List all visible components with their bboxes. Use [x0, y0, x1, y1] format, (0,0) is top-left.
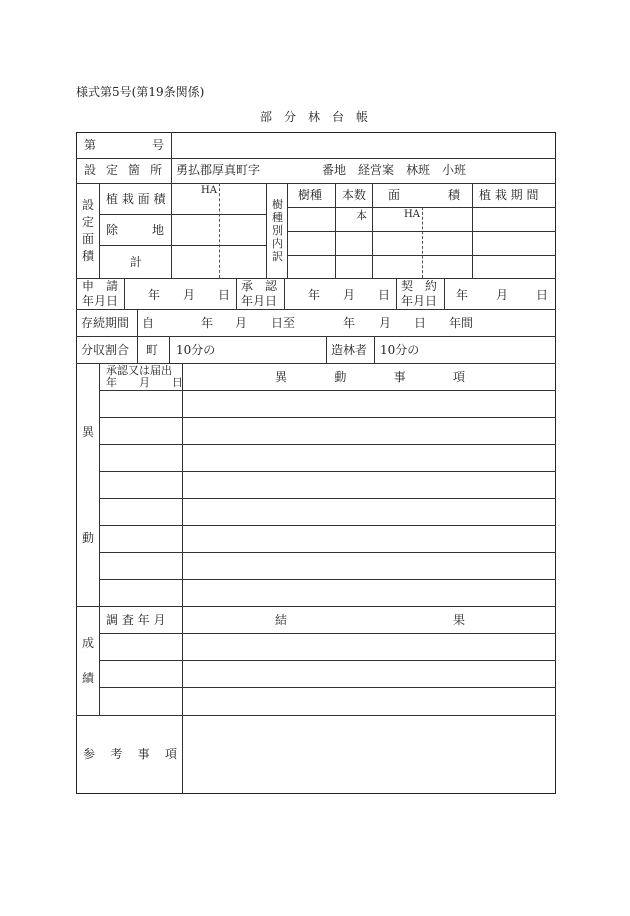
share-town-label: 町 [146, 343, 159, 357]
rule-line [99, 471, 556, 472]
number-label-right: 号 [152, 138, 165, 152]
share-planter-ratio: 10分の [380, 343, 420, 357]
rule-line [326, 336, 327, 363]
excluded-area-label: 除 地 [106, 223, 164, 237]
apply-date-units: 年 月 日 [148, 288, 230, 302]
form-reference: 様式第5号(第19条関係) [76, 85, 205, 99]
planted-area-label: 植 栽 面 積 [106, 192, 166, 206]
changes-date-header-top: 承認又は届出 [106, 364, 172, 377]
survey-date-header: 調 査 年 月 [106, 613, 166, 627]
rule-line [99, 183, 100, 278]
duration-month-1: 月 [235, 316, 248, 330]
duration-label: 存続期間 [81, 316, 130, 330]
number-field[interactable] [172, 133, 555, 157]
number-label-left: 第 [84, 138, 97, 152]
rule-line [76, 278, 556, 279]
location-prefix: 勇払郡厚真町字 [176, 163, 261, 177]
rule-line [182, 363, 183, 715]
share-label: 分収割合 [81, 343, 130, 357]
contract-label-bottom: 年月日 [401, 294, 438, 308]
species-header: 樹種 [298, 188, 323, 202]
rule-line [444, 278, 445, 309]
duration-years: 年間 [449, 316, 474, 330]
ha-unit: HA [201, 185, 217, 196]
rule-line [76, 158, 556, 159]
page-title: 部 分 林 台 帳 [260, 110, 368, 124]
results-side-label-2: 績 [82, 671, 95, 685]
rule-line [99, 363, 100, 715]
rule-line [99, 660, 556, 661]
ha-unit: HA [404, 209, 420, 220]
rule-line [99, 633, 556, 634]
area-label-1: 設 [82, 198, 95, 212]
duration-from: 自 [142, 316, 155, 330]
total-area-field[interactable] [172, 246, 266, 277]
rule-line [99, 552, 556, 553]
rule-line [374, 336, 375, 363]
share-town-ratio: 10分の [176, 343, 216, 357]
rule-line [76, 336, 556, 337]
location-field[interactable] [262, 160, 318, 181]
rule-line [236, 278, 237, 309]
species-label-1: 樹 [272, 198, 283, 211]
species-label-3: 別 [272, 224, 283, 237]
changes-date-header-bottom: 年 月 日 [106, 376, 183, 389]
rule-line [284, 278, 285, 309]
rule-line [76, 606, 556, 607]
hon-unit: 本 [356, 209, 367, 222]
apply-label-bottom: 年月日 [82, 294, 119, 308]
rule-line [99, 525, 556, 526]
species-label-2: 種 [272, 211, 283, 224]
rule-line [99, 444, 556, 445]
rule-line [137, 309, 138, 336]
apply-label-top: 申 請 [82, 279, 119, 293]
planted-area-field[interactable] [172, 184, 266, 213]
rule-line [99, 498, 556, 499]
rule-line [396, 278, 397, 309]
rule-line [99, 417, 556, 418]
area-label-4: 積 [82, 249, 95, 263]
rule-line [287, 255, 556, 256]
rule-line [169, 336, 170, 363]
results-side-label-1: 成 [82, 636, 95, 650]
decimal-divider [422, 207, 423, 278]
notes-field[interactable] [183, 716, 555, 793]
area-label-3: 面 [82, 232, 95, 246]
contract-label-top: 契 約 [401, 279, 438, 293]
rule-line [287, 231, 556, 232]
duration-day-2: 日 [414, 316, 427, 330]
rule-line [76, 309, 556, 310]
duration-year-1: 年 [201, 316, 214, 330]
duration-month-2: 月 [379, 316, 392, 330]
rule-line [124, 278, 125, 309]
planting-period-header: 植 栽 期 間 [479, 188, 539, 202]
share-planter-label: 造林者 [331, 343, 368, 357]
notes-label: 参 考 事 項 [83, 747, 177, 761]
rule-line [266, 183, 267, 278]
approve-date-units: 年 月 日 [308, 288, 390, 302]
approve-label-top: 承 認 [241, 279, 278, 293]
total-area-label: 計 [130, 255, 143, 269]
rule-line [99, 579, 556, 580]
area-label-2: 定 [82, 215, 95, 229]
rule-line [76, 183, 556, 184]
rule-line [99, 687, 556, 688]
species-label-4: 内 [272, 237, 283, 250]
location-suffix: 番地 経営案 林班 小班 [322, 163, 467, 177]
area-header: 面 積 [388, 188, 460, 202]
rule-line [99, 390, 556, 391]
location-label: 設 定 箇 所 [84, 163, 162, 177]
contract-date-units: 年 月 日 [456, 288, 548, 302]
species-label-5: 訳 [272, 250, 283, 263]
excluded-area-field[interactable] [172, 215, 266, 244]
changes-content-header: 異 動 事 項 [275, 370, 465, 384]
rule-line [137, 336, 138, 363]
approve-label-bottom: 年月日 [241, 294, 278, 308]
result-header: 結 果 [275, 613, 465, 627]
changes-side-label-2: 動 [82, 531, 95, 545]
duration-year-2: 年 [343, 316, 356, 330]
count-header: 本数 [342, 188, 367, 202]
duration-day-to: 日至 [271, 316, 296, 330]
changes-side-label-1: 異 [82, 425, 95, 439]
rule-line [287, 207, 556, 208]
